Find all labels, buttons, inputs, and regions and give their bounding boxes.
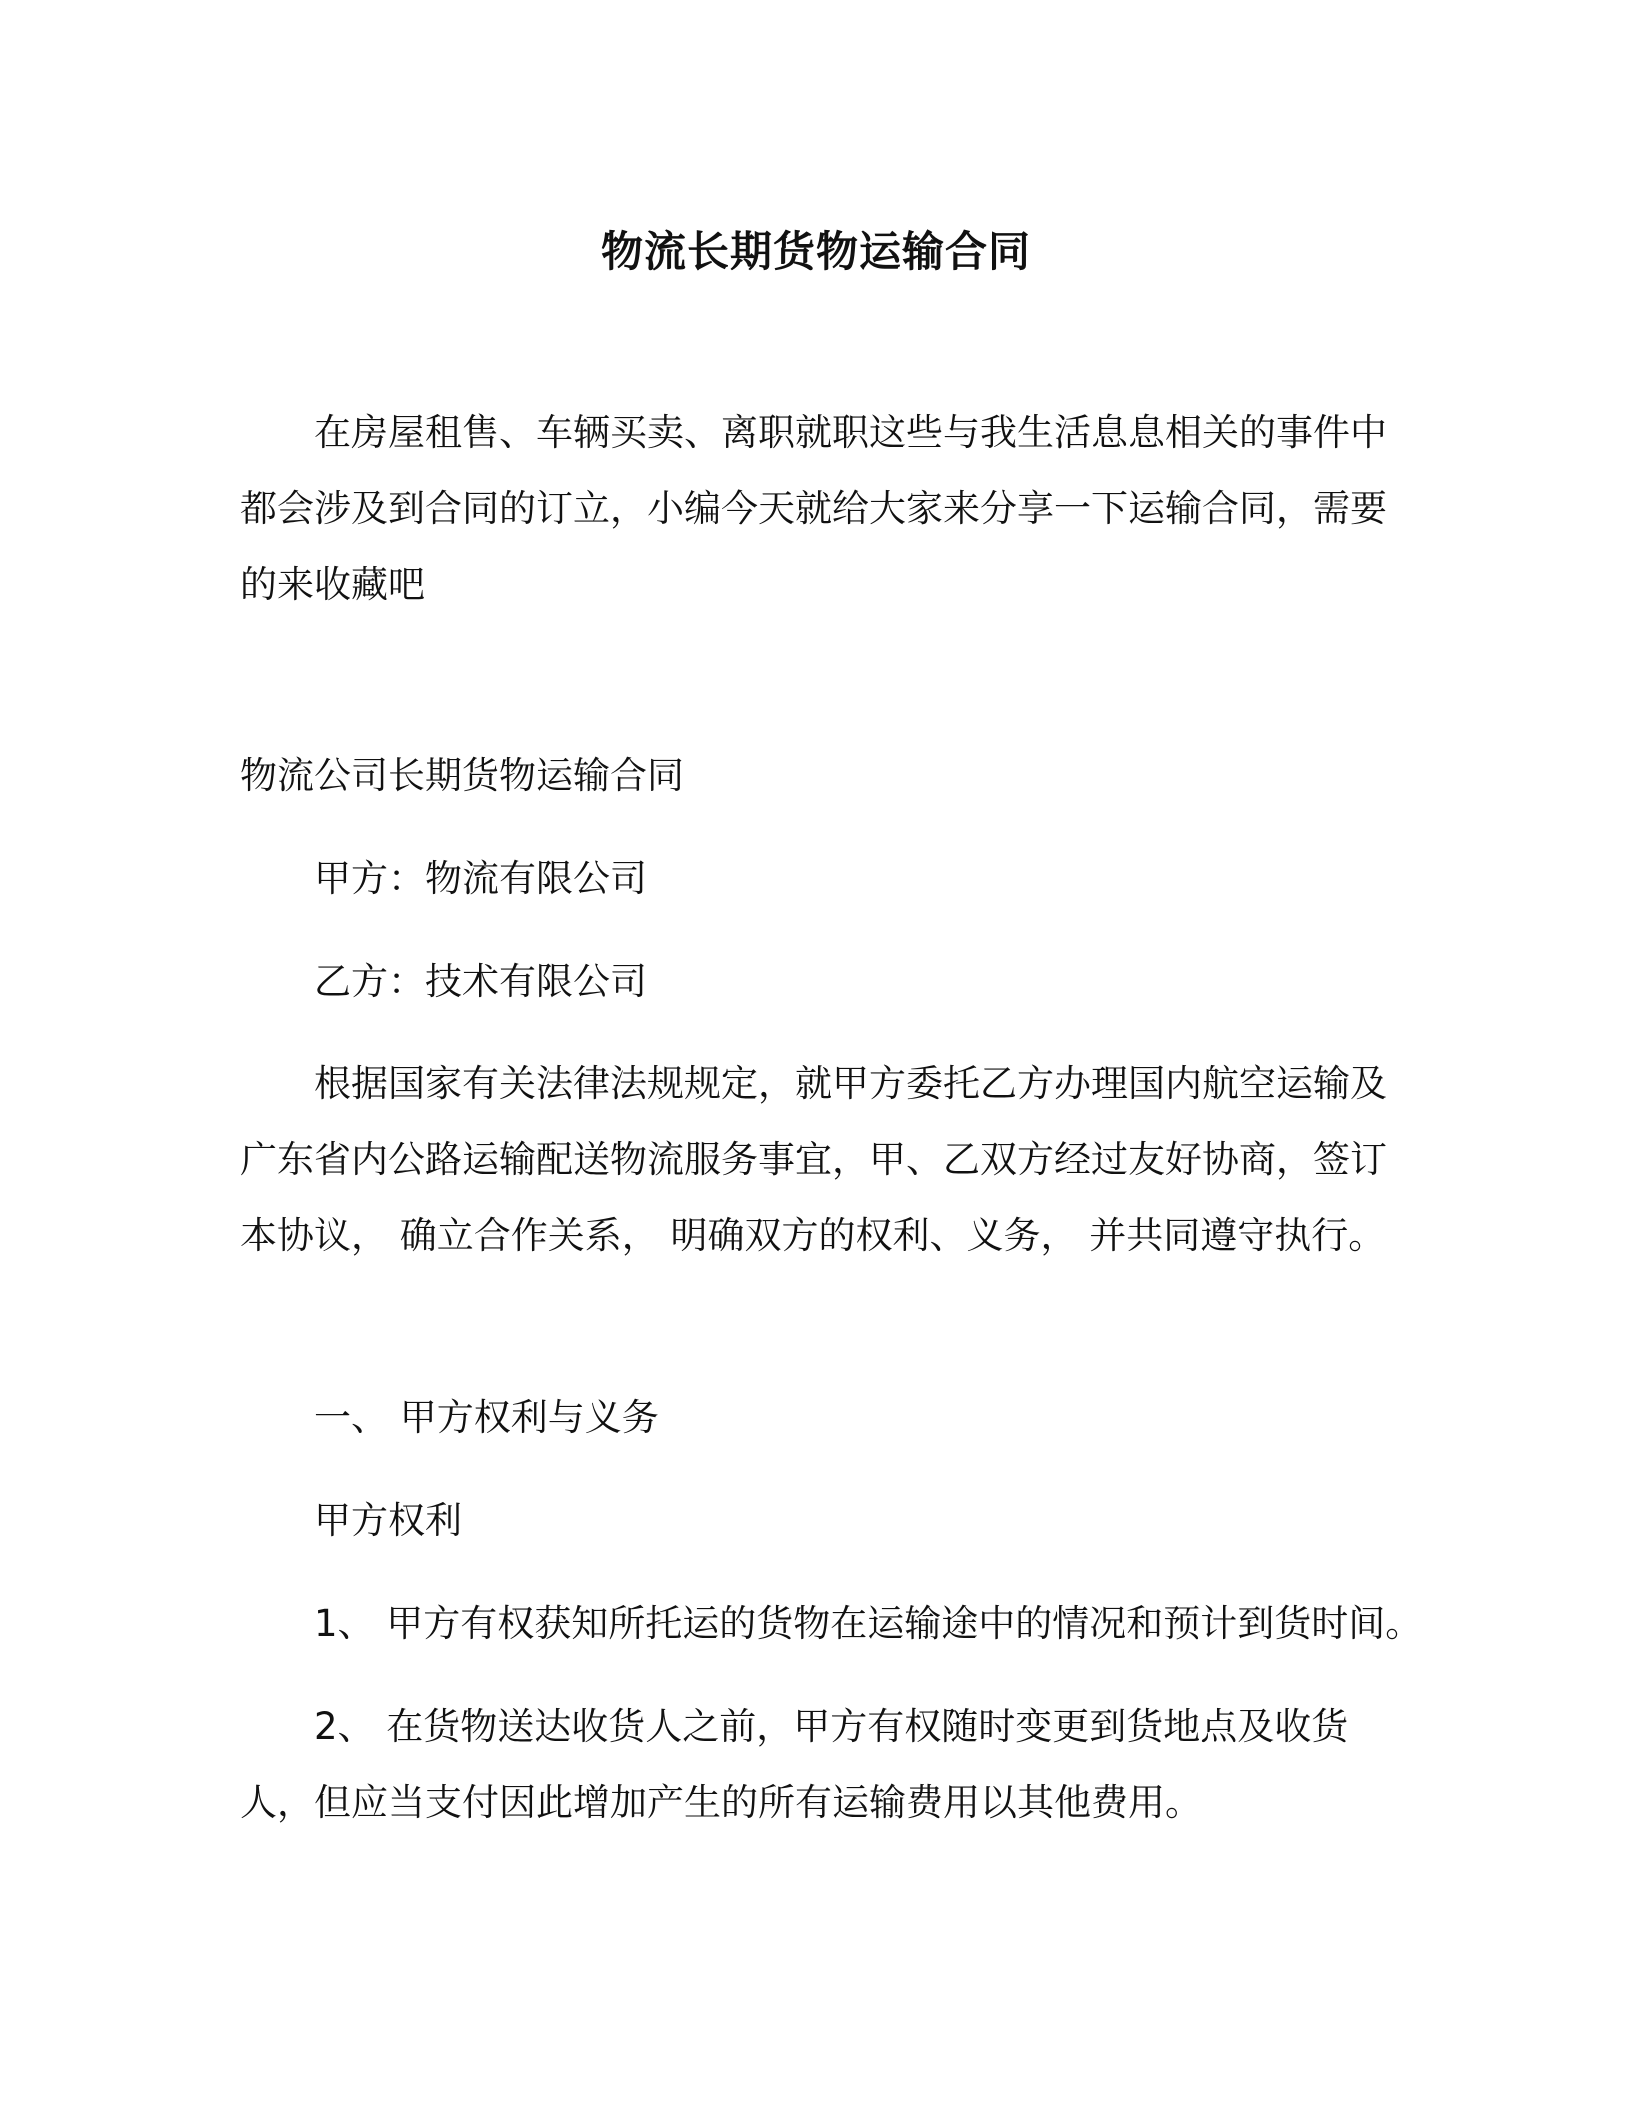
contract-heading: 物流公司长期货物运输合同 (240, 754, 684, 797)
party-b-line: 乙方：技术有限公司 (314, 960, 647, 1003)
right-item-1: 1、 甲方有权获知所托运的货物在运输途中的情况和预计到货时间。 (314, 1602, 1423, 1645)
preamble-paragraph: 根据国家有关法律法规规定，就甲方委托乙方办理国内航空运输及广东省内公路运输配送物流服务事宜，甲、乙双方经过友好协商，签订本协议， 确立合作关系， 明确双方的权利、义务， 并共同遵守执行。 (240, 1062, 1387, 1257)
document-title: 物流长期货物运输合同 (600, 227, 1031, 276)
right-item-2: 2、 在货物送达收货人之前，甲方有权随时变更到货地点及收货人，但应当支付因此增加产生的所有运输费用以其他费用。 (240, 1705, 1349, 1824)
party-a-line: 甲方：物流有限公司 (314, 857, 647, 900)
party-a-rights-heading: 甲方权利 (314, 1499, 462, 1542)
intro-paragraph: 在房屋租售、车辆买卖、离职就职这些与我生活息息相关的事件中都会涉及到合同的订立，小编今天就给大家来分享一下运输合同，需要的来收藏吧 (240, 411, 1387, 606)
section-1-heading: 一、 甲方权利与义务 (314, 1396, 659, 1439)
